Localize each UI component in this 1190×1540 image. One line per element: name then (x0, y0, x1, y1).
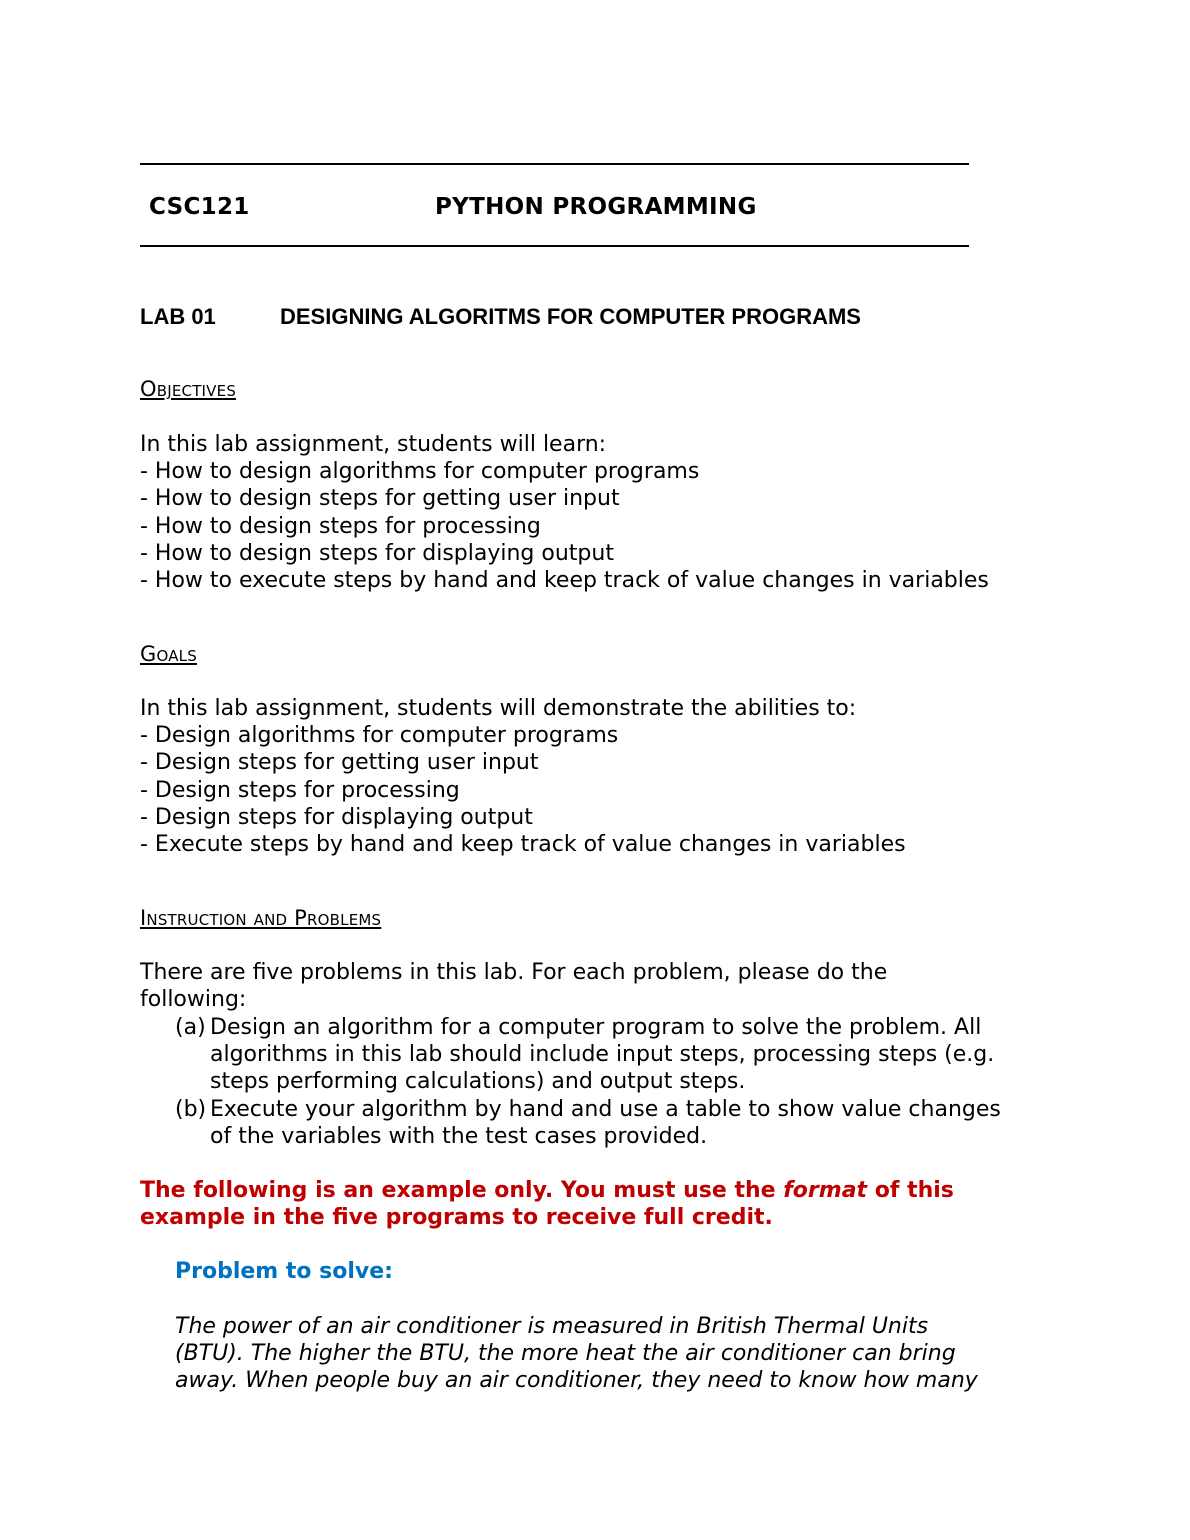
example-notice-line1 (140, 1177, 1070, 1204)
instructions-intro-line: There are five problems in this lab. For each problem, please do the (140, 960, 888, 985)
step-line: steps performing calculations) and output steps. (210, 1069, 746, 1095)
notice-emphasis: format (783, 1178, 868, 1203)
objectives-section (140, 431, 1070, 594)
problem-description (175, 1313, 1075, 1395)
step-b-marker: (b) (175, 1097, 207, 1122)
notice-part1: The following is an example only. You must use the (140, 1178, 784, 1203)
step-a-marker: (a) (175, 1015, 206, 1040)
instructions-heading: Instruction and Problems (140, 906, 382, 930)
lab-title: DESIGNING ALGORITMS FOR COMPUTER PROGRAMS (280, 304, 861, 329)
step-line: Design an algorithm for a computer program to solve the problem. All (210, 1015, 982, 1040)
list-item: - Execute steps by hand and keep track of value changes in variables (140, 832, 906, 858)
list-item: - How to design steps for displaying output (140, 540, 614, 566)
problem-line: away. When people buy an air conditioner, they need to know how many (175, 1368, 978, 1394)
instructions-intro-line: following: (140, 987, 247, 1013)
header-top-rule (140, 163, 969, 165)
objectives-heading: Objectives (140, 377, 237, 401)
instructions-intro (140, 959, 1070, 1013)
list-item: - Design algorithms for computer programs (140, 723, 619, 749)
example-notice (140, 1177, 1070, 1231)
step-line: of the variables with the test cases provided. (210, 1124, 708, 1150)
problem-line: The power of an air conditioner is measured in British Thermal Units (175, 1314, 929, 1339)
list-item: - Design steps for getting user input (140, 750, 539, 776)
goals-section (140, 695, 1070, 858)
list-item: - Design steps for processing (140, 777, 460, 803)
lab-number: LAB 01 (140, 304, 216, 329)
list-item: - How to design steps for processing (140, 513, 541, 539)
list-item: - Design steps for displaying output (140, 804, 533, 830)
course-code: CSC121 (149, 194, 250, 220)
step-line: algorithms in this lab should include input steps, processing steps (e.g. (210, 1042, 995, 1068)
objectives-intro: In this lab assignment, students will learn: (140, 432, 607, 457)
problem-line: (BTU). The higher the BTU, the more heat the air conditioner can bring (175, 1341, 956, 1367)
notice-part2: of this (867, 1178, 954, 1203)
problem-heading: Problem to solve: (175, 1259, 393, 1284)
list-item: - How to design steps for getting user input (140, 486, 620, 512)
goals-heading: Goals (140, 642, 197, 666)
list-item: - How to execute steps by hand and keep track of value changes in variables (140, 568, 989, 594)
header-bottom-rule (140, 245, 969, 247)
step-line: Execute your algorithm by hand and use a table to show value changes (210, 1097, 1001, 1122)
course-name: PYTHON PROGRAMMING (435, 194, 757, 220)
goals-intro: In this lab assignment, students will demonstrate the abilities to: (140, 696, 857, 721)
step-a-text (210, 1014, 1070, 1096)
step-b-text (210, 1096, 1070, 1150)
list-item: - How to design algorithms for computer programs (140, 459, 700, 485)
example-notice-line2: example in the five programs to receive full credit. (140, 1205, 773, 1231)
